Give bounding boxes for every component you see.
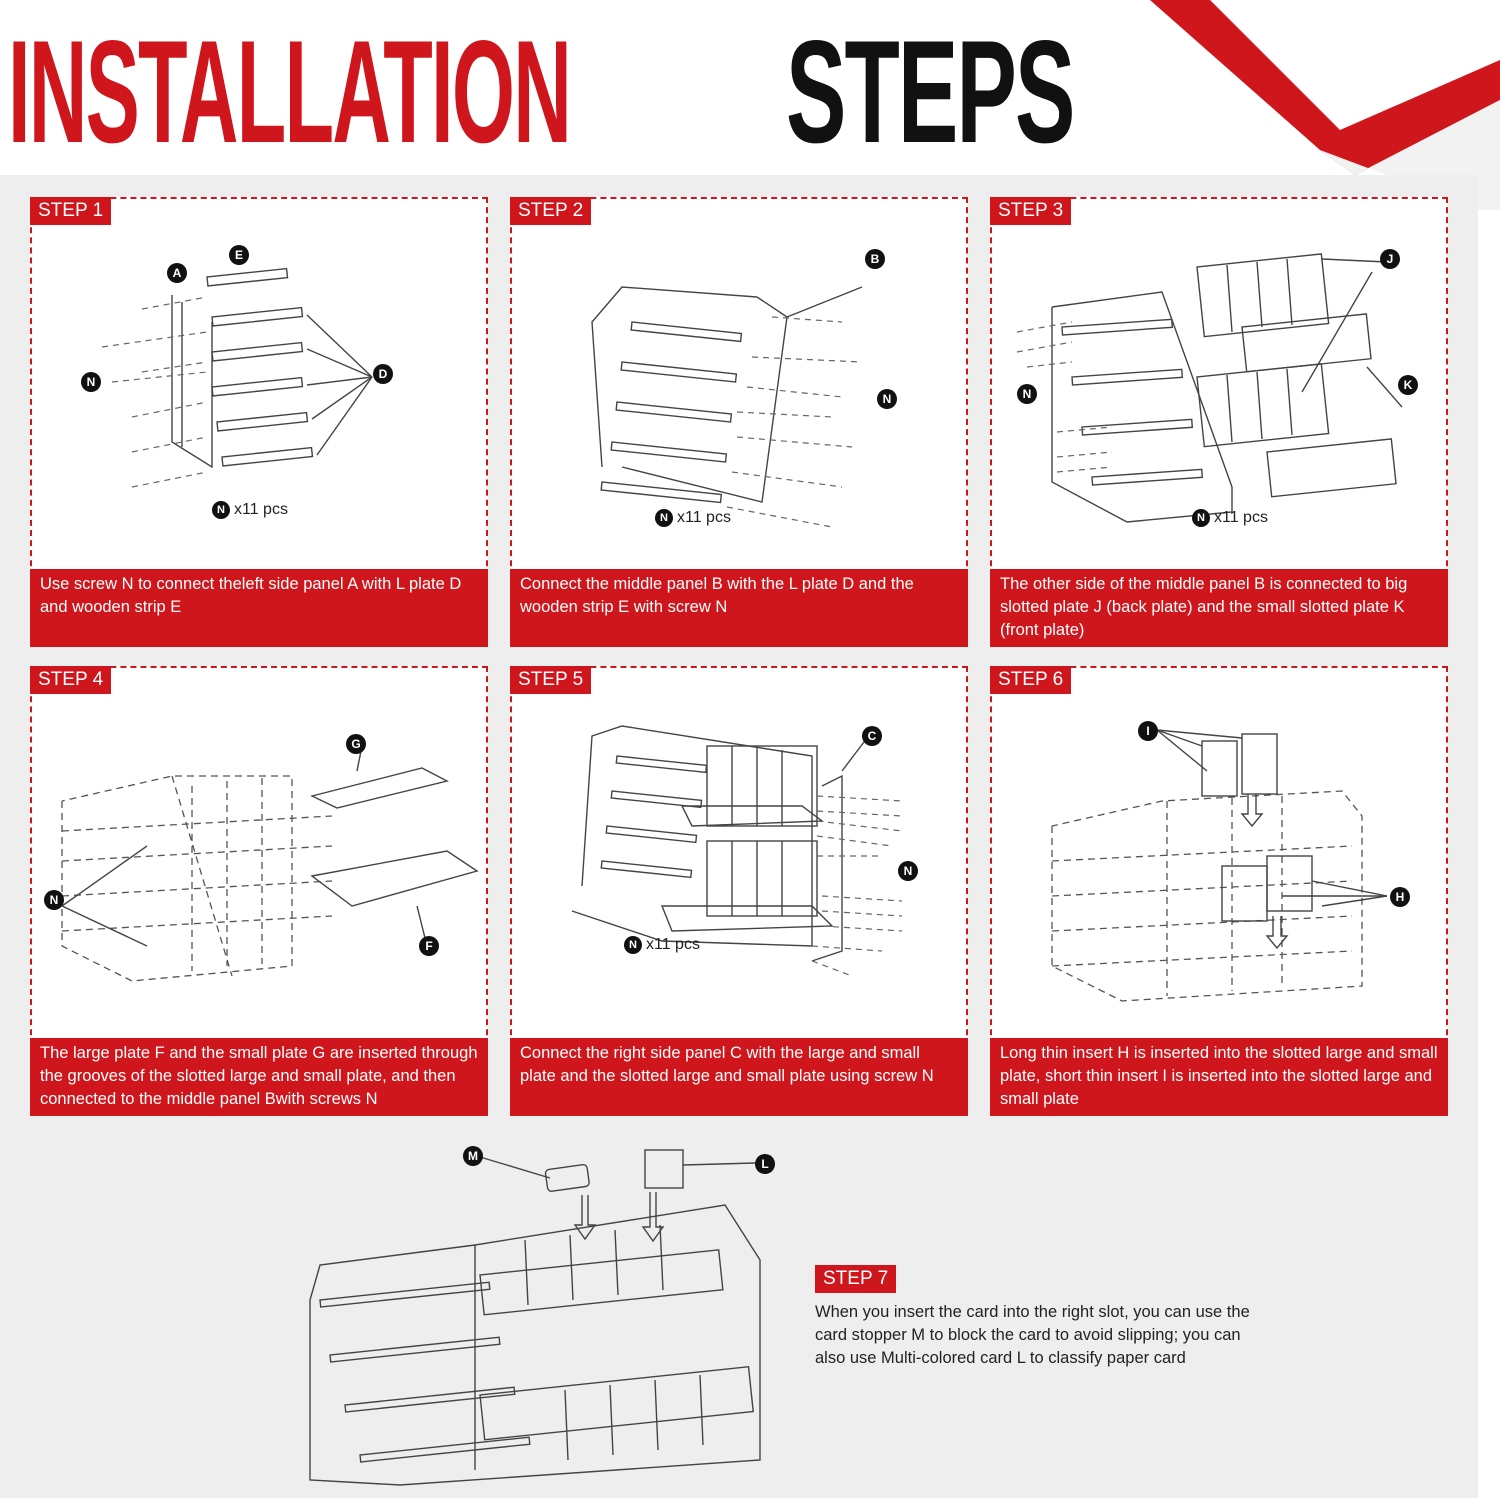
- title-red-word: INSTALLATION: [8, 10, 571, 173]
- step-7-caption: When you insert the card into the right slot, you can use the card stopper M to block the card to avoid slipping; you can also use Multi-colored card L to classify paper card: [815, 1303, 1250, 1367]
- label-i: I: [1138, 721, 1158, 741]
- screw-quantity: N x11 pcs: [212, 501, 288, 519]
- step-7-block: [815, 1265, 1255, 1370]
- step-6-diagram: [992, 696, 1446, 1036]
- step-6-badge: STEP 6: [990, 666, 1071, 694]
- label-n: N: [44, 890, 64, 910]
- label-n: N: [898, 861, 918, 881]
- step-7-diagram: [300, 1140, 780, 1490]
- step-1-card: [30, 197, 488, 647]
- label-d: D: [373, 364, 393, 384]
- label-g: G: [346, 734, 366, 754]
- step-6-caption: Long thin insert H is inserted into the slotted large and small plate, short thin insert I is inserted into the slotted large and small plate: [990, 1038, 1448, 1116]
- label-e: E: [229, 245, 249, 265]
- title-black-word: STEPS: [786, 10, 1074, 173]
- step-5-card: [510, 666, 968, 1116]
- label-f: F: [419, 936, 439, 956]
- label-n: N: [1017, 384, 1037, 404]
- step-4-card: [30, 666, 488, 1116]
- step-4-diagram: [32, 696, 486, 1036]
- step-6-card: [990, 666, 1448, 1116]
- label-b: B: [865, 249, 885, 269]
- step-1-badge: STEP 1: [30, 197, 111, 225]
- label-k: K: [1398, 375, 1418, 395]
- label-j: J: [1380, 249, 1400, 269]
- step-4-caption: The large plate F and the small plate G are inserted through the grooves of the slotted large and small plate, and then connected to the middle panel Bwith screws N: [30, 1038, 488, 1116]
- step-7-badge: STEP 7: [815, 1265, 896, 1293]
- label-n: N: [877, 389, 897, 409]
- page-title: [8, 10, 1074, 173]
- label-m: M: [463, 1146, 483, 1166]
- step-3-card: [990, 197, 1448, 647]
- step-2-diagram: [512, 227, 966, 567]
- step-5-caption: Connect the right side panel C with the large and small plate and the slotted large and small plate using screw N: [510, 1038, 968, 1116]
- step-3-badge: STEP 3: [990, 197, 1071, 225]
- screw-quantity: N x11 pcs: [1192, 509, 1268, 527]
- step-5-badge: STEP 5: [510, 666, 591, 694]
- step-2-badge: STEP 2: [510, 197, 591, 225]
- step-2-card: [510, 197, 968, 647]
- label-l: L: [755, 1154, 775, 1174]
- screw-quantity: N x11 pcs: [624, 936, 700, 954]
- step-4-badge: STEP 4: [30, 666, 111, 694]
- step-1-caption: Use screw N to connect theleft side panel A with L plate D and wooden strip E: [30, 569, 488, 647]
- label-h: H: [1390, 887, 1410, 907]
- step-3-caption: The other side of the middle panel B is connected to big slotted plate J (back plate) and the small slotted plate K (front plate): [990, 569, 1448, 647]
- label-c: C: [862, 726, 882, 746]
- step-2-caption: Connect the middle panel B with the L plate D and the wooden strip E with screw N: [510, 569, 968, 647]
- screw-quantity: N x11 pcs: [655, 509, 731, 527]
- label-a: A: [167, 263, 187, 283]
- label-n: N: [81, 372, 101, 392]
